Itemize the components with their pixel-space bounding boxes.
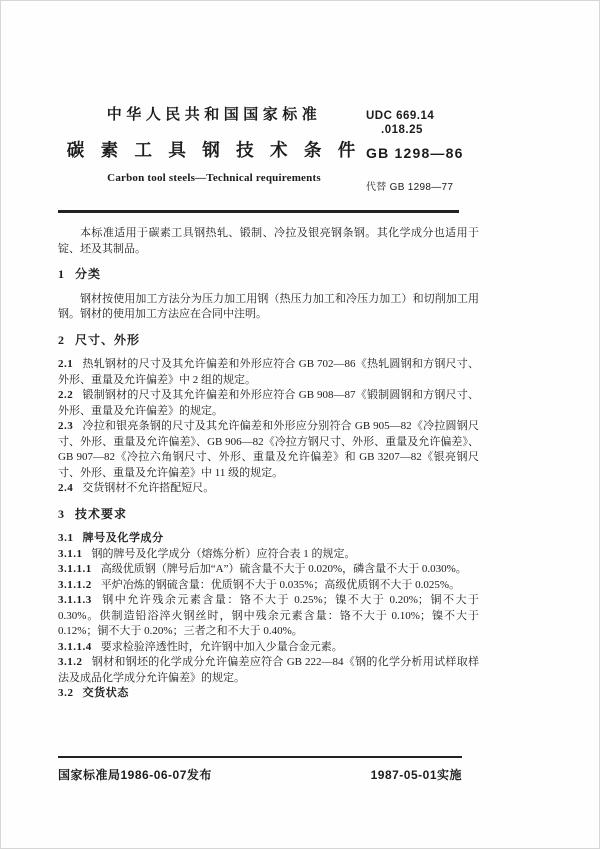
clause-paragraph xyxy=(58,531,479,547)
clause-number: 3.1.1.1 xyxy=(58,563,92,575)
clause-paragraph xyxy=(58,357,479,388)
clause-number: 1 xyxy=(58,267,65,281)
document-title-chinese: 碳 素 工 具 钢 技 术 条 件 xyxy=(66,140,362,160)
document-header xyxy=(58,107,479,193)
clause-text: 冷拉和银亮条钢的尺寸及其允许偏差和外形应分别符合 GB 905—82《冷拉圆钢尺寸、外形、重量及允许偏差》、GB 906—82《冷拉方钢尺寸、外形、重量及允许偏差》、GB 907—82《冷拉六角钢尺寸、外形、重量及允许偏差》和 GB 3207—82《银亮钢尺寸、外形、重量及允许偏差》中 11 级的规定。 xyxy=(58,420,479,479)
standard-number: GB 1298—86 xyxy=(366,145,464,161)
standard-authority-title: 中华人民共和国国家标准 xyxy=(106,107,322,123)
clause-paragraph xyxy=(58,686,479,702)
clause-number: 2.3 xyxy=(58,420,74,432)
clause-number: 3.2 xyxy=(58,687,74,699)
section-heading-text: 技术要求 xyxy=(75,506,128,521)
section-heading xyxy=(58,333,479,349)
header-divider-rule xyxy=(58,210,459,213)
udc-number xyxy=(366,109,479,137)
header-code-block xyxy=(366,109,479,193)
clause-number: 2.4 xyxy=(58,482,74,494)
clause-number: 3.1.1.3 xyxy=(58,594,92,606)
clause-paragraph xyxy=(58,547,479,563)
clause-text: 要求检验淬透性时，允许钢中加入少量合金元素。 xyxy=(100,640,343,653)
replaces-note: 代替 GB 1298—77 xyxy=(366,182,454,193)
section-heading xyxy=(58,267,479,283)
clause-text: 交货状态 xyxy=(82,687,129,699)
clause-paragraph xyxy=(58,388,479,419)
clause-number: 3.1.2 xyxy=(58,656,83,668)
issue-date: 国家标准局1986-06-07发布 xyxy=(58,768,212,782)
clause-paragraph xyxy=(58,593,479,640)
clause-paragraph xyxy=(58,419,479,481)
clause-number: 2.2 xyxy=(58,389,74,401)
udc-number-line1: UDC 669.14 xyxy=(366,110,435,122)
implement-date: 1987-05-01实施 xyxy=(370,768,462,782)
clause-text: 牌号及化学成分 xyxy=(82,532,164,544)
clause-number: 3.1 xyxy=(58,532,74,544)
section-heading-text: 分类 xyxy=(75,267,102,281)
clause-text: 平炉冶炼的钢硫含量：优质钢不大于 0.035%；高级优质钢不大于 0.025%。 xyxy=(100,578,461,591)
document-title-english: Carbon tool steels—Technical requirements xyxy=(107,172,321,184)
udc-number-line2: .018.25 xyxy=(381,124,423,136)
clause-text: 钢材按使用加工方法分为压力加工用钢（热压力加工和冷压力加工）和切削加工用钢。钢材的使用加工方法应在合同中注明。 xyxy=(58,292,479,320)
clause-text: 交货钢材不允许搭配短尺。 xyxy=(82,482,215,494)
clause-number: 2 xyxy=(58,332,65,347)
clause-text: 热轧钢材的尺寸及其允许偏差和外形应符合 GB 702—86《热轧圆钢和方钢尺寸、外形、重量及允许偏差》中 2 组的规定。 xyxy=(58,358,479,386)
clause-number: 3.1.1.4 xyxy=(58,640,92,653)
document-footer xyxy=(58,756,462,783)
section-heading xyxy=(58,507,479,523)
clause-text: 锻制钢材的尺寸及其允许偏差和外形应符合 GB 908—87《锻制圆钢和方钢尺寸、外形、重量及允许偏差》的规定。 xyxy=(58,389,479,417)
clause-paragraph xyxy=(58,578,479,594)
clause-paragraph xyxy=(58,562,479,578)
clause-text: 钢中允许残余元素含量：铬不大于 0.25%；镍不大于 0.20%；铜不大于 0.30%。供制造铅浴淬火钢丝时，钢中残余元素含量：铬不大于 0.10%；镍不大于 0.12%；铜不大于 0.20%；三者之和不大于 0.40%。 xyxy=(58,594,479,637)
clause-paragraph xyxy=(58,640,479,656)
clause-number: 3.1.1 xyxy=(58,547,83,560)
body-paragraph xyxy=(58,292,479,323)
body-paragraph xyxy=(58,226,479,257)
clause-paragraph xyxy=(58,655,479,686)
clause-text: 钢的牌号及化学成分（熔炼分析）应符合表 1 的规定。 xyxy=(91,547,356,560)
clause-text: 本标准适用于碳素工具钢热轧、锻制、冷拉及银亮钢条钢。其化学成分也适用于锭、坯及其制品。 xyxy=(58,227,479,255)
header-title-block xyxy=(58,107,370,185)
clause-number: 3 xyxy=(58,506,65,521)
clause-text: 高级优质钢（牌号后加“A”）硫含量不大于 0.020%，磷含量不大于 0.030%。 xyxy=(100,563,467,575)
clause-text: 钢材和钢坯的化学成分允许偏差应符合 GB 222—84《钢的化学分析用试样取样法及成品化学成分允许偏差》的规定。 xyxy=(58,656,479,684)
clause-number: 3.1.1.2 xyxy=(58,578,92,591)
clause-number: 2.1 xyxy=(58,358,74,370)
section-heading-text: 尺寸、外形 xyxy=(75,332,141,347)
document-body xyxy=(58,226,479,702)
clause-paragraph xyxy=(58,481,479,497)
